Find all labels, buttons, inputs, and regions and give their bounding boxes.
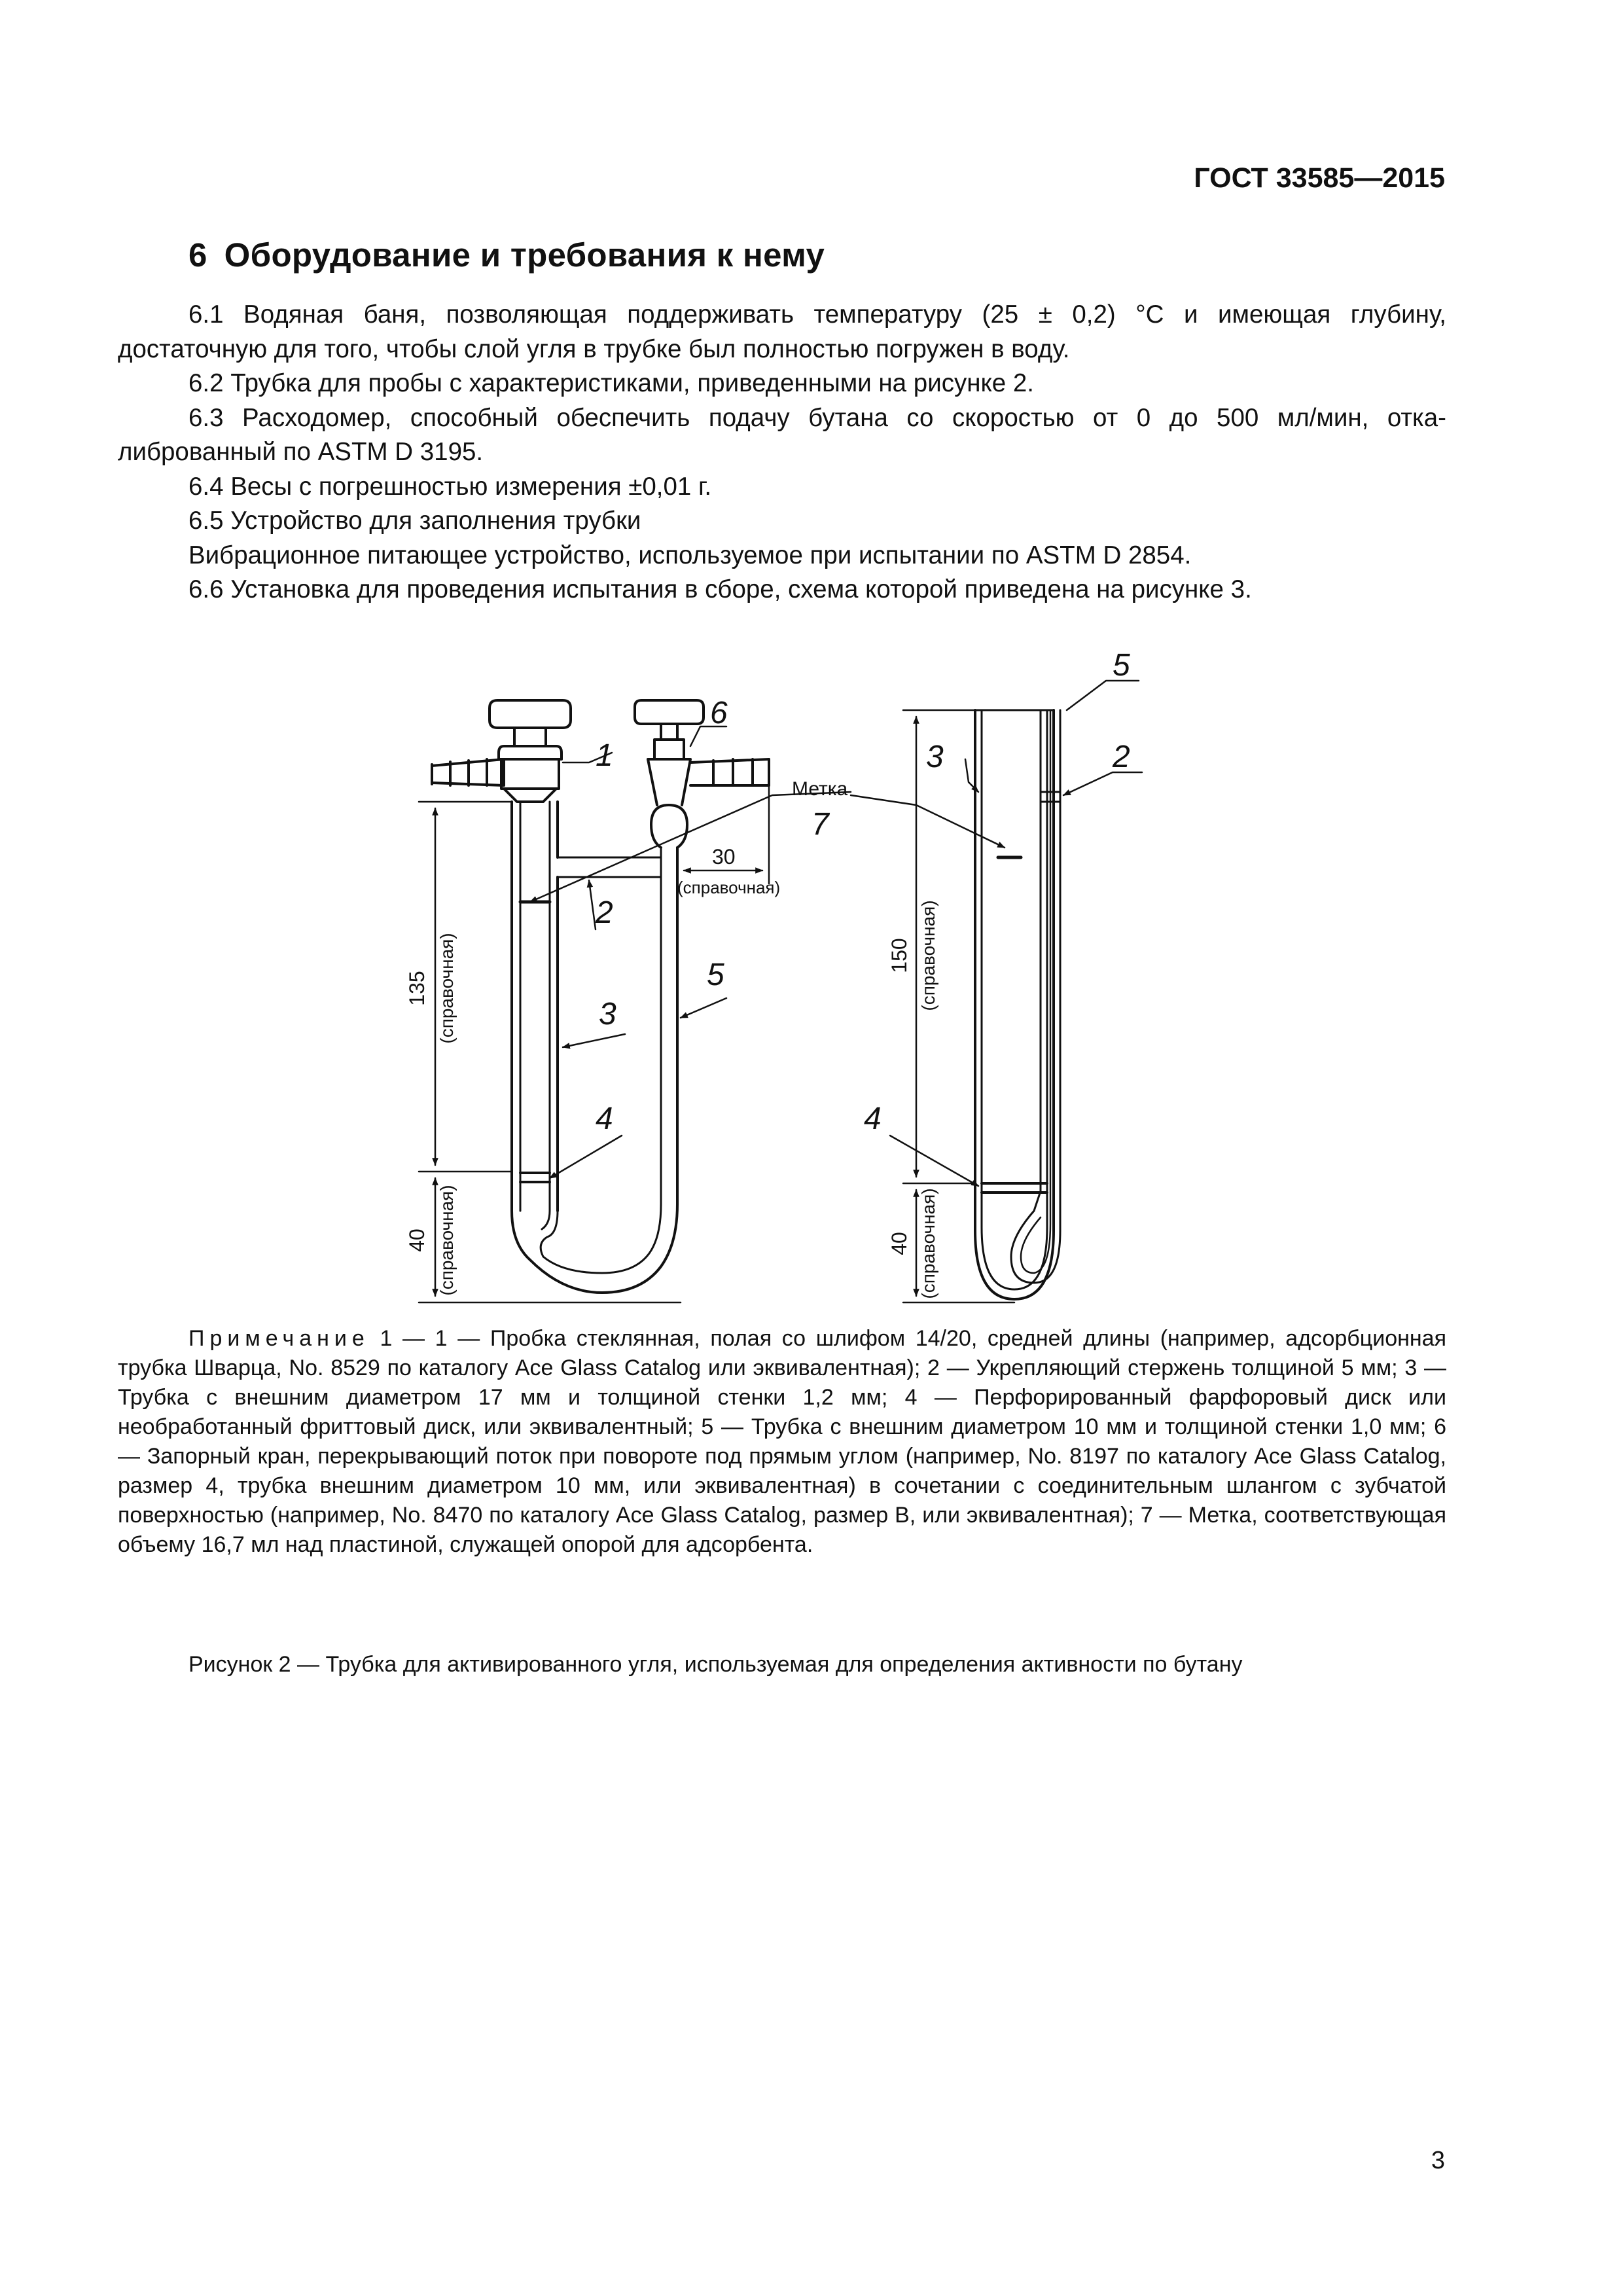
dim-150: 150 xyxy=(887,938,911,973)
callout-left-2: 2 xyxy=(596,895,613,930)
section-title: Оборудование и требования к нему xyxy=(224,236,825,274)
dim-150-ref: (справочная) xyxy=(918,900,938,1011)
para-6-5-text: Вибрационное питающее устройство, используемое при испытании по ASTM D 2854. xyxy=(188,541,1192,569)
dim-40-right-ref: (справочная) xyxy=(918,1188,938,1299)
para-6-6: 6.6 Установка для проведения испытания в сборе, схема которой приведена на рисунке 3. xyxy=(188,575,1252,603)
callout-right-2: 2 xyxy=(1113,740,1130,774)
callout-left-4: 4 xyxy=(596,1102,613,1136)
mark-label: Метка xyxy=(792,778,848,800)
callout-left-1: 1 xyxy=(596,738,613,773)
callout-right-3: 3 xyxy=(926,740,944,774)
figure-note xyxy=(118,1324,1446,1560)
para-6-3-line1: 6.3 Расходомер, способный обеспечить подачу бутана со скоростью от 0 до 500 мл/мин, отка- xyxy=(188,403,1446,432)
callout-left-6: 6 xyxy=(710,696,728,730)
note-label: Примечание xyxy=(188,1326,370,1351)
callout-right-5: 5 xyxy=(1113,648,1130,683)
callout-left-3: 3 xyxy=(599,997,616,1031)
standard-header: ГОСТ 33585—2015 xyxy=(1194,162,1445,194)
para-6-4: 6.4 Весы с погрешностью измерения ±0,01 г. xyxy=(188,472,712,501)
para-6-1-line1: 6.1 Водяная баня, позволяющая поддерживать температуру (25 ± 0,2) °С и имеющая глубину, xyxy=(188,300,1446,329)
figure-caption: Рисунок 2 — Трубка для активированного угля, используемая для определения активности по бутану xyxy=(188,1652,1243,1677)
dim-40-left: 40 xyxy=(405,1229,429,1252)
section-number: 6 xyxy=(188,236,207,274)
dim-135: 135 xyxy=(405,971,429,1006)
para-6-2: 6.2 Трубка для пробы с характеристиками, приведенными на рисунке 2. xyxy=(188,369,1034,397)
dim-40-right: 40 xyxy=(887,1232,911,1255)
para-6-1-line2: достаточную для того, чтобы слой угля в трубке был полностью погружен в воду. xyxy=(118,334,1070,363)
page-number: 3 xyxy=(1431,2147,1445,2174)
right-tube-assembly xyxy=(975,710,1060,1299)
note-number: 1 xyxy=(380,1326,393,1351)
dim-30-ref: (справочная) xyxy=(677,878,781,897)
para-6-3-line2: либрованный по ASTM D 3195. xyxy=(118,438,484,466)
note-text: — 1 — Пробка стеклянная, полая со шлифом 14/20, средней длины (например, адсорбционная трубка Шварца, No. 8529 по каталогу Ace Glass Catalog или эквивалентная); 2 — Укрепляющий стержень толщиной 5 мм; 3 — Трубка с внешним диаметром 17 мм и толщиной стенки 1,2 мм; 4 — Перфорированный фарфоровый диск или необработанный фриттовый диск, или эквивалентный; 5 — Трубка с внешним диаметром 10 мм и толщиной стенки 1,0 мм; 6 — Запорный кран, перекрывающий поток при повороте под прямым углом (например, No. 8197 по каталогу Ace Glass Catalog, размер 4, трубка внешним диаметром 10 мм, или эквивалентная) в сочетании с соединительным шлангом с зубчатой поверхностью (например, No. 8470 по каталогу Ace Glass Catalog, размер B, или эквивалентная); 7 — Метка, соответствующая объему 16,7 мл над пластиной, служащей опорой для адсорбента. xyxy=(118,1326,1446,1557)
dim-40-left-ref: (справочная) xyxy=(437,1185,457,1296)
callout-left-7: 7 xyxy=(812,807,829,842)
dim-30: 30 xyxy=(712,845,736,869)
callout-right-4: 4 xyxy=(864,1102,882,1136)
para-6-5: 6.5 Устройство для заполнения трубки xyxy=(188,507,641,535)
dim-135-ref: (справочная) xyxy=(437,933,457,1044)
callout-left-5: 5 xyxy=(707,958,724,992)
